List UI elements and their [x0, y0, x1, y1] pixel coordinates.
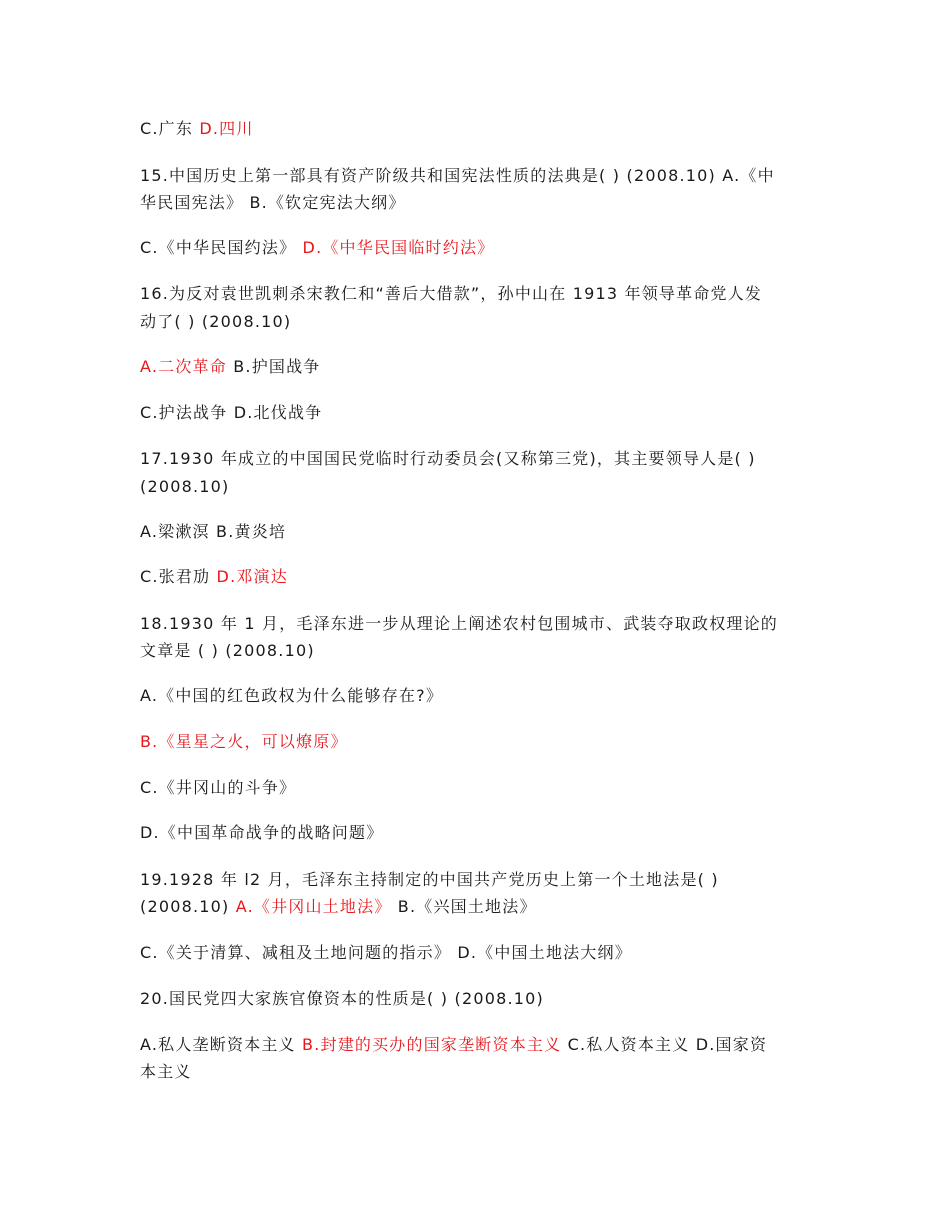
q18-option-b: [140, 732, 348, 752]
q18-stem: 18.1930 年 1 月，毛泽东进一步从理论上阐述农村包围城市、武装夺取政权理论的: [140, 614, 779, 633]
q17-options-ab: A.梁漱溟 B.黄炎培: [140, 522, 287, 541]
q18-option-c: C.《井冈山的斗争》: [140, 778, 297, 797]
q16-options-cd: C.护法战争 D.北伐战争: [140, 403, 323, 422]
q20-stem: 20.国民党四大家族官僚资本的性质是( ) (2008.10): [140, 989, 544, 1008]
q19-options-ab: (2008.10) A.《井冈山土地法》 B.《兴国土地法》: [140, 897, 537, 916]
answer: B.封建的买办的国家垄断资本主义: [302, 1035, 562, 1054]
q18-stem-cont: 文章是 ( ) (2008.10): [140, 641, 315, 660]
q15-options-cd: C.《中华民国约法》 D.《中华民国临时约法》: [140, 238, 495, 257]
q16-stem-cont: 动了( ) (2008.10): [140, 312, 292, 331]
answer: D.四川: [199, 119, 254, 138]
q16-options-ab: A.二次革命 B.护国战争: [140, 357, 321, 376]
answer: D.邓演达: [216, 567, 288, 586]
q16-stem: 16.为反对袁世凯刺杀宋教仁和“善后大借款”，孙中山在 1913 年领导革命党人发: [140, 284, 763, 303]
q17-stem-cont: (2008.10): [140, 477, 230, 496]
q18-option-a: A.《中国的红色政权为什么能够存在?》: [140, 686, 444, 705]
answer: B.《星星之火，可以燎原》: [140, 732, 348, 751]
answer: A.《井冈山土地法》: [235, 897, 392, 916]
q15-stem: 15.中国历史上第一部具有资产阶级共和国宪法性质的法典是( ) (2008.10) A.《中: [140, 166, 775, 185]
q20-options: A.私人垄断资本主义 B.封建的买办的国家垄断资本主义 C.私人资本主义 D.国家资: [140, 1035, 768, 1054]
answer: A.二次革命: [140, 357, 227, 376]
answer: D.《中华民国临时约法》: [302, 238, 495, 257]
q18-option-d: D.《中国革命战争的战略问题》: [140, 823, 384, 842]
q17-stem: 17.1930 年成立的中国国民党临时行动委员会(又称第三党)，其主要领导人是( ): [140, 449, 756, 468]
q14-options-cd: C.广东 D.四川: [140, 119, 254, 138]
q19-options-cd: C.《关于清算、减租及土地问题的指示》 D.《中国土地法大纲》: [140, 943, 632, 962]
q15-options-ab: 华民国宪法》 B.《钦定宪法大纲》: [140, 193, 406, 212]
q19-stem: 19.1928 年 l2 月，毛泽东主持制定的中国共产党历史上第一个土地法是( ): [140, 870, 719, 889]
q20-options-cont: 本主义: [140, 1062, 192, 1081]
q17-options-cd: C.张君劢 D.邓演达: [140, 567, 288, 586]
